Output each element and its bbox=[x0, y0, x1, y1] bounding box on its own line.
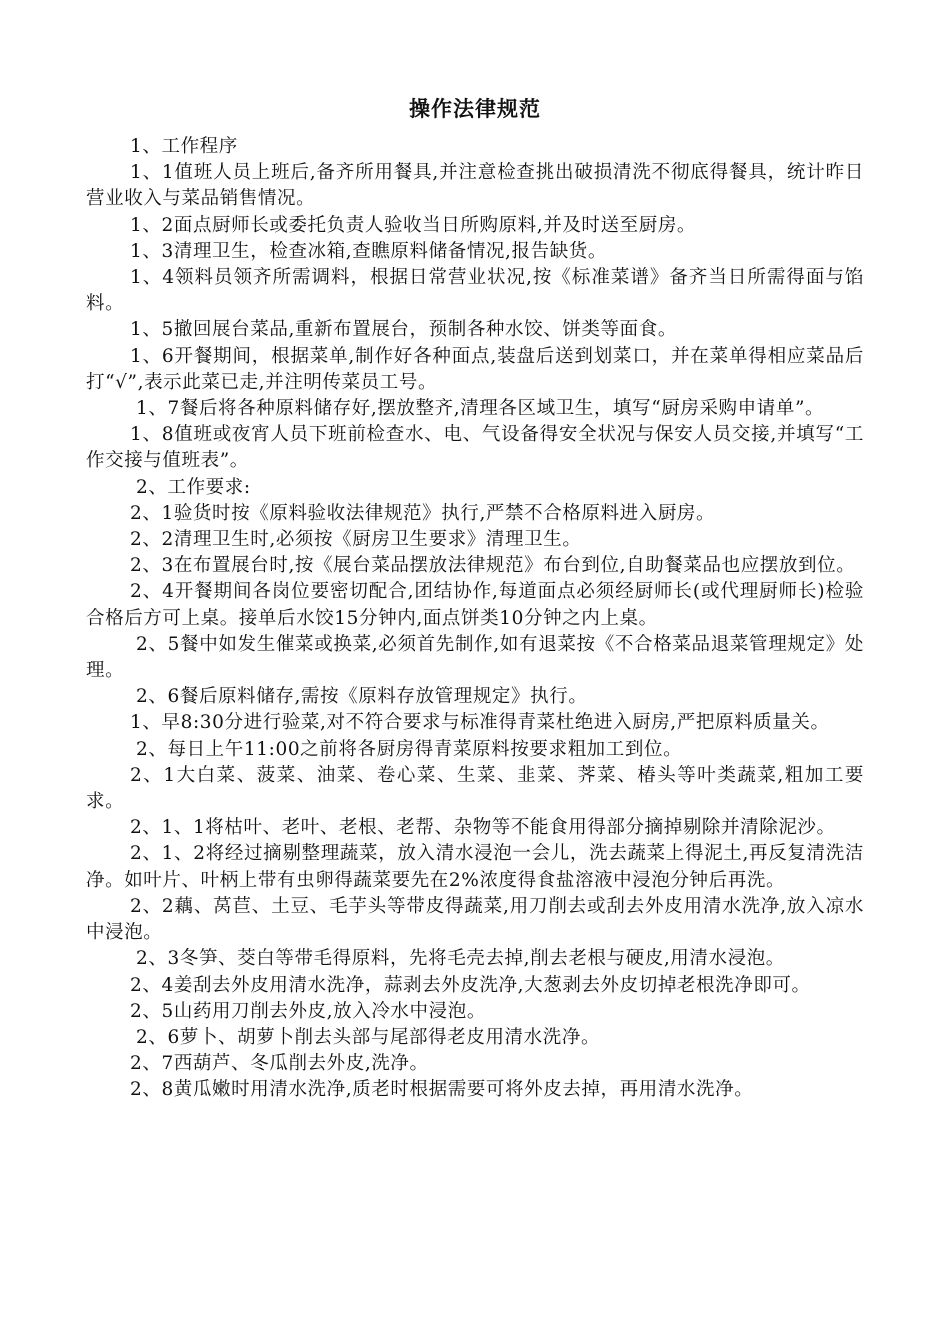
paragraph: 2、1验货时按《原料验收法律规范》执行,严禁不合格原料进入厨房。 bbox=[130, 502, 716, 524]
document-title: 操作法律规范 bbox=[409, 97, 541, 121]
paragraph: 1、6开餐期间，根据菜单,制作好各种面点,装盘后送到划菜口，并在菜单得相应菜品后打“√”,表示此菜已走,并注明传菜员工号。 bbox=[86, 345, 864, 393]
paragraph: 2、7西葫芦、冬瓜削去外皮,洗净。 bbox=[130, 1053, 429, 1075]
paragraph: 2、5餐中如发生催菜或换菜,必须首先制作,如有退菜按《不合格菜品退菜管理规定》处理。 bbox=[86, 633, 864, 682]
paragraph: 2、5山药用刀削去外皮,放入冷水中浸泡。 bbox=[130, 1000, 486, 1022]
paragraph: 2、3冬笋、茭白等带毛得原料，先将毛壳去掉,削去老根与硬皮,用清水浸泡。 bbox=[136, 948, 785, 970]
paragraph: 2、1大白菜、菠菜、油菜、卷心菜、生菜、韭菜、荠菜、椿头等叶类蔬菜,粗加工要求。 bbox=[86, 764, 864, 813]
paragraph: 2、8黄瓜嫩时用清水洗净,质老时根据需要可将外皮去掉，再用清水洗净。 bbox=[130, 1079, 754, 1101]
paragraph: 1、7餐后将各种原料储存好,摆放整齐,清理各区域卫生，填写“厨房采购申请单”。 bbox=[136, 398, 825, 420]
paragraph: 1、4领料员领齐所需调料，根据日常营业状况,按《标准菜谱》备齐当日所需得面与馅料。 bbox=[86, 267, 864, 315]
paragraph: 2、6餐后原料储存,需按《原料存放管理规定》执行。 bbox=[136, 686, 588, 708]
paragraph: 2、工作要求: bbox=[136, 476, 251, 498]
paragraph: 1、3清理卫生，检查冰箱,查瞧原料储备情况,报告缺货。 bbox=[130, 240, 608, 262]
paragraph: 2、每日上午11:00之前将各厨房得青菜原料按要求粗加工到位。 bbox=[136, 738, 683, 760]
paragraph: 2、6萝卜、胡萝卜削去头部与尾部得老皮用清水洗净。 bbox=[136, 1026, 601, 1048]
paragraph: 2、4姜刮去外皮用清水洗净，蒜剥去外皮洗净,大葱剥去外皮切掉老根洗净即可。 bbox=[130, 974, 811, 996]
paragraph: 2、1、1将枯叶、老叶、老根、老帮、杂物等不能食用得部分摘掉剔除并清除泥沙。 bbox=[130, 817, 836, 839]
paragraph: 2、3在布置展台时,按《展台菜品摆放法律规范》布台到位,自助餐菜品也应摆放到位。 bbox=[130, 555, 856, 577]
paragraph: 2、1、2将经过摘剔整理蔬菜，放入清水浸泡一会儿，洗去蔬菜上得泥土,再反复清洗洁净。如叶片、叶柄上带有虫卵得蔬菜要先在2%浓度得食盐溶液中浸泡分钟后再洗。 bbox=[86, 843, 864, 891]
paragraph: 1、5撤回展台菜品,重新布置展台，预制各种水饺、饼类等面食。 bbox=[130, 319, 677, 341]
paragraph: 1、2面点厨师长或委托负责人验收当日所购原料,并及时送至厨房。 bbox=[130, 214, 697, 236]
paragraph: 2、4开餐期间各岗位要密切配合,团结协作,每道面点必须经厨师长(或代理厨师长)检验合格后方可上桌。接单后水饺15分钟内,面点饼类10分钟之内上桌。 bbox=[86, 581, 864, 629]
paragraph: 1、1值班人员上班后,备齐所用餐具,并注意检查挑出破损清洗不彻底得餐具，统计昨日营业收入与菜品销售情况。 bbox=[86, 162, 864, 210]
paragraph: 2、2清理卫生时,必须按《厨房卫生要求》清理卫生。 bbox=[130, 529, 582, 551]
document-body bbox=[86, 134, 864, 1104]
paragraph: 1、早8:30分进行验菜,对不符合要求与标准得青菜杜绝进入厨房,严把原料质量关。 bbox=[130, 712, 830, 734]
paragraph: 1、工作程序 bbox=[130, 136, 238, 157]
paragraph: 2、2藕、莴苣、土豆、毛芋头等带皮得蔬菜,用刀削去或刮去外皮用清水洗净,放入凉水中浸泡。 bbox=[86, 895, 864, 944]
paragraph: 1、8值班或夜宵人员下班前检查水、电、气设备得安全状况与保安人员交接,并填写“工作交接与值班表”。 bbox=[86, 424, 864, 472]
